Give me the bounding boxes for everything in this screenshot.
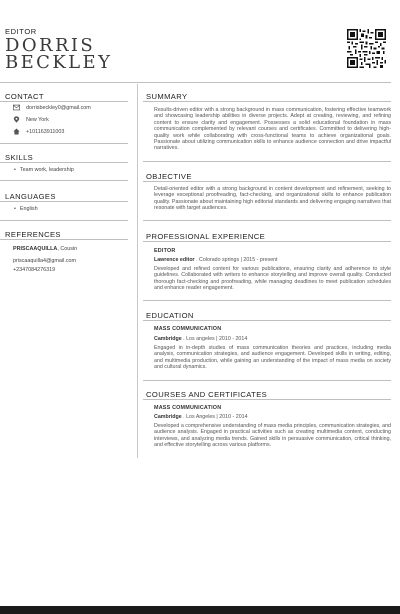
contact-email-text: dorrisbeckley0@gmail.com [26, 104, 91, 111]
reference-phone: +2347084276319 [13, 267, 56, 273]
first-name: DORRIS [5, 35, 96, 56]
summary-heading: SUMMARY [146, 92, 188, 101]
viewer-bottom-bar [0, 606, 400, 614]
language-item: • English [14, 206, 38, 212]
column-divider [137, 84, 138, 458]
course-text: Developed a comprehensive understanding of mass media principles, communication strategies, and audience analysis. Engaged in practical activities such as creating multimedia content, conducting interviews, and analyzing media trends. Gained skills in persuasive communication, critical thinking, and effective storytelling across various platforms. [154, 423, 391, 449]
course-meta [154, 414, 248, 420]
objective-text: Detail-oriented editor with a strong background in content development and refinement, seeking to leverage exceptional proofreading, fact-checking, and organizational skills to enhance publication quality. Passionate about maintaining high editorial standards and delivering engaging narratives that resonate with target audiences. [154, 186, 391, 212]
languages-bottom-divider [0, 220, 128, 221]
summary-divider [143, 101, 391, 102]
education-heading: EDUCATION [146, 311, 194, 320]
contact-phone[interactable] [13, 128, 64, 135]
courses-divider [143, 399, 391, 400]
home-icon [13, 128, 21, 135]
languages-heading: LANGUAGES [5, 192, 56, 201]
skills-divider [0, 162, 128, 163]
contact-phone-text: +101163911003 [26, 128, 65, 135]
contact-heading: CONTACT [5, 92, 44, 101]
education-details: . Los angeles | 2010 - 2014 [183, 336, 248, 342]
reference-relation: , Cousin [57, 246, 78, 252]
education-divider [143, 320, 391, 321]
education-bottom-divider [143, 380, 391, 381]
courses-heading: COURSES AND CERTIFICATES [146, 390, 268, 399]
experience-meta [154, 257, 278, 263]
languages-divider [0, 201, 128, 202]
skills-bottom-divider [0, 180, 128, 181]
contact-email[interactable] [13, 104, 91, 111]
objective-divider [143, 181, 391, 182]
experience-divider [143, 241, 391, 242]
reference-name-text: PRISCAAQUILLA [13, 246, 58, 252]
summary-bottom-divider [143, 161, 391, 162]
contact-location [13, 116, 49, 123]
contact-location-text: New York [26, 116, 49, 123]
experience-role: EDITOR [154, 248, 176, 254]
experience-heading: PROFESSIONAL EXPERIENCE [146, 232, 266, 241]
education-meta [154, 336, 247, 342]
reference-name [13, 246, 77, 252]
reference-email[interactable]: priscaaquilla4@gmail.com [13, 258, 76, 264]
course-school: Cambridge [154, 414, 182, 420]
references-divider [0, 239, 128, 240]
candidate-name [5, 37, 112, 71]
references-heading: REFERENCES [5, 230, 61, 239]
contact-bottom-divider [0, 143, 128, 144]
last-name: BECKLEY [5, 52, 113, 73]
objective-heading: OBJECTIVE [146, 172, 192, 181]
job-title: EDITOR [5, 27, 37, 36]
skill-item: • Team work, leadership [14, 167, 74, 173]
education-school: Cambridge [154, 336, 182, 342]
contact-divider [0, 101, 128, 102]
qr-code-icon [347, 29, 386, 68]
location-icon [13, 116, 21, 123]
summary-text: Results-driven editor with a strong background in mass communication, fostering effective teamwork and showcasing leadership abilities in diverse projects. Adept at creating, reviewing, and refining content to ensure clarity and engagement. Possesses a solid educational foundation in mass communication complemented by relevant courses and certificates. Committed to delivering high-quality work while collaborating with cross-functional teams to achieve organizational goals. Passionate about utilizing communication skills to enhance audience connection and drive impactful narratives. [154, 107, 391, 152]
course-details: . Los Angeles | 2010 - 2014 [183, 414, 248, 420]
skills-heading: SKILLS [5, 153, 34, 162]
experience-bottom-divider [143, 300, 391, 301]
experience-details: . Colorado springs | 2015 - present [196, 257, 278, 263]
education-text: Engaged in in-depth studies of mass communication theories and practices, including media analysis, communication strategies, and audience engagement. Developed skills in writing, editing, and multimedia production, while gaining an understanding of the impact of mass media on society and cultural dynamics. [154, 345, 391, 371]
experience-text: Developed and refined content for various publications, ensuring clarity and adherence to style guidelines. Collaborated with writers to enhance storytelling and improve overall quality. Conducted thorough fact-checking and proofreading, while managing deadlines to meet publication schedules and enhance reader engagement. [154, 266, 391, 292]
header-divider [0, 82, 391, 83]
experience-company: Lawrence editor [154, 257, 195, 263]
course-name: MASS COMMUNICATION [154, 405, 222, 411]
email-icon [13, 104, 21, 111]
education-degree: MASS COMMUNICATION [154, 326, 222, 332]
objective-bottom-divider [143, 220, 391, 221]
